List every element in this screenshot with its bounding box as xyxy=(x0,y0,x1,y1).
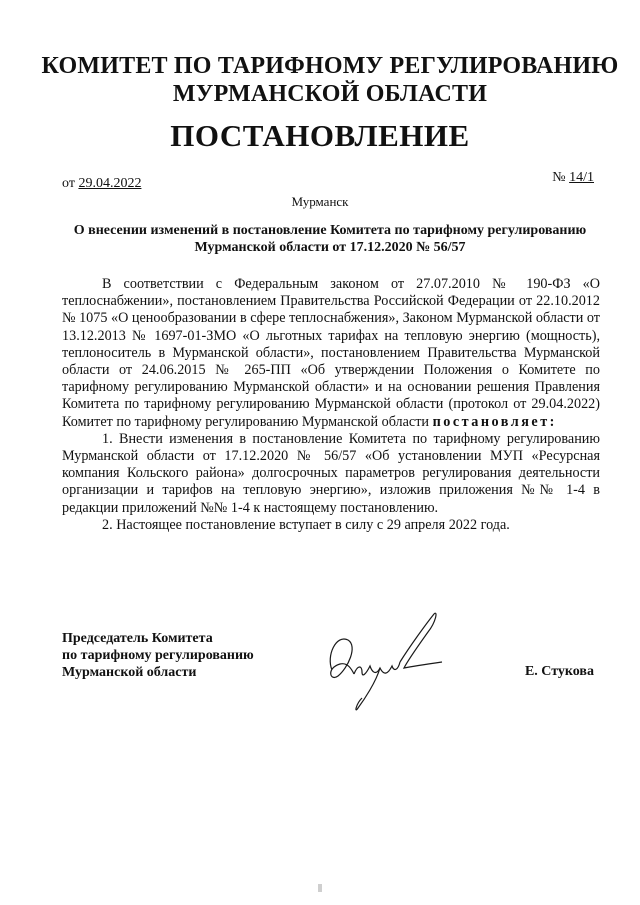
signatory-title-line1: Председатель Комитета xyxy=(62,631,213,646)
resolves-keyword: постановляет: xyxy=(432,413,557,430)
signatory-title xyxy=(62,630,254,681)
document-type-title: ПОСТАНОВЛЕНИЕ xyxy=(170,118,470,153)
date-value: 29.04.2022 xyxy=(78,176,142,191)
organization-name xyxy=(40,52,620,108)
body-preamble xyxy=(62,276,600,431)
number-value: 14/1 xyxy=(569,170,594,185)
handwritten-signature-icon xyxy=(318,608,448,718)
body-item-2: 2. Настоящее постановление вступает в силу с 29 апреля 2022 года. xyxy=(102,516,510,533)
number-prefix: № xyxy=(552,170,570,185)
preamble-text: В соответствии с Федеральным законом от 27.07.2010 № 190-ФЗ «О теплоснабжении», постановлением Правительства Российской Федерации от 22.10.2012 № 1075 «О ценообразовании в сфере теплоснабжения», Законом Мурманской области от 13.12.2013 № 1697-01-ЗМО «О льготных тарифах на тепловую энергию (мощность), теплоноситель в Мурманской области», постановлением Правительства Мурманской области от 24.06.2015 № 265-ПП «Об утверждении Положения о Комитете по тарифному регулированию Мурманской области» и на основании решения Правления Комитета по тарифному регулированию Мурманской области (протокол от 29.04.2022) Комитет по тарифному регулированию Мурманской области xyxy=(62,276,600,430)
organization-name-line2: МУРМАНСКОЙ ОБЛАСТИ xyxy=(172,81,488,107)
document-number xyxy=(552,170,594,186)
organization-name-line1: КОМИТЕТ ПО ТАРИФНОМУ РЕГУЛИРОВАНИЮ xyxy=(41,53,619,79)
signatory-title-line2: по тарифному регулированию xyxy=(62,648,254,663)
document-body xyxy=(62,276,600,534)
signatory-name: Е. Стукова xyxy=(524,664,594,679)
document-date xyxy=(62,176,141,192)
signatory-title-line3: Мурманской области xyxy=(62,665,197,680)
document-city: Мурманск xyxy=(291,194,349,209)
body-item-1: 1. Внести изменения в постановление Комитета по тарифному регулированию Мурманской области от 17.12.2020 № 56/57 «Об установлении МУП «Ресурсная компания Кольского района» долгосрочных параметров регулирования деятельности организации и тарифов на тепловую энергию», изложив приложения №№ 1-4 в редакции приложений №№ 1-4 к настоящему постановлению. xyxy=(62,430,600,516)
document-subject: О внесении изменений в постановление Комитета по тарифному регулированию Мурманской области от 17.12.2020 № 56/57 xyxy=(73,223,587,255)
date-prefix: от xyxy=(62,176,79,191)
punch-hole-mark xyxy=(318,884,322,892)
